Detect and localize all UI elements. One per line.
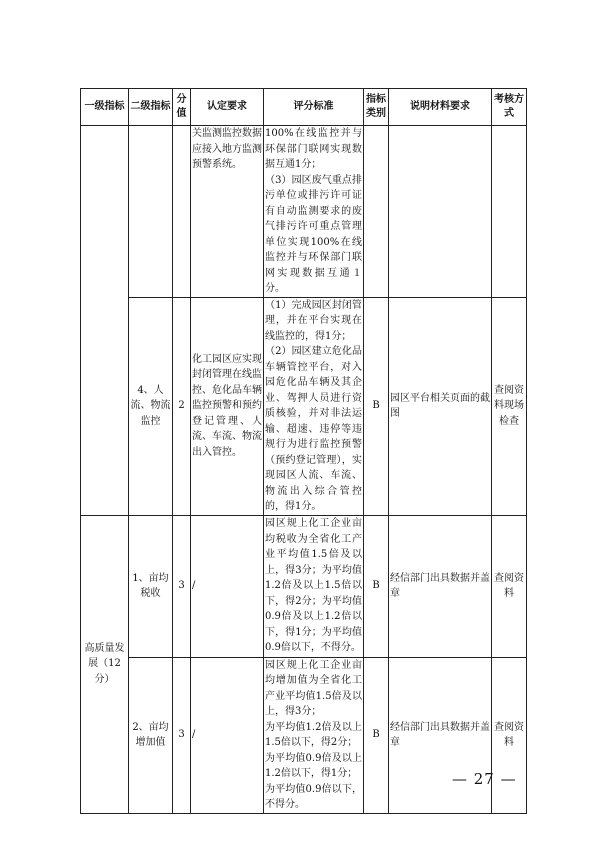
criteria-cell: 100%在线监控并与环保部门联网实现数据互通1分； （3）园区废气重点排污单位或排污许可证有自动监测要求的废气排污许可重点管理单位实现100%在线监控并与环保部门联网实现数据互通１分。 [264,126,364,298]
requirement-cell: / [191,657,264,813]
level2-cell: 2、亩均增加值 [129,657,173,813]
table-row [81,657,527,813]
requirement-cell: 化工园区应实现封闭管理在线监控、危化品车辆监控预警和预约登记管理、人流、车流、物流出入管控。 [191,297,264,515]
method-cell [492,126,527,298]
table-header-row [81,89,527,126]
level2-cell [129,126,173,298]
materials-cell [389,126,492,298]
header-level1: 一级指标 [81,89,129,126]
criteria-cell: （1）完成园区封闭管理，并在平台实现在线监控的，得1分； （2）园区建立危化品车辆管控平台，对入园危化品车辆及其企业、驾押人员进行资质核验，并对非法运输、超速、违停等违规行为进行监控预警（预约登记管理），实现园区人流、车流、物流出入综合管控的，得1分。 [264,297,364,515]
category-cell: B [364,515,389,657]
materials-cell: 经信部门出具数据并盖章 [389,515,492,657]
header-method: 考核方式 [492,89,527,126]
method-cell: 查阅资料现场检查 [492,297,527,515]
materials-cell: 园区平台相关页面的截图 [389,297,492,515]
method-cell: 查阅资料 [492,515,527,657]
level2-cell: 4、人流、物流监控 [129,297,173,515]
header-level2: 二级指标 [129,89,173,126]
requirement-cell: 关监测监控数据应接入地方监测预警系统。 [191,126,264,298]
score-cell [173,126,191,298]
score-cell: 3 [173,515,191,657]
category-cell [364,126,389,298]
method-cell: 查阅资料 [492,657,527,813]
criteria-cell: 园区规上化工企业亩均增加值为全省化工产业平均值1.5倍及以上，得3分； 为平均值1.2倍及以上1.5倍以下，得2分； 为平均值0.9倍及以上1.2倍以下，得1分； 为平均值0.9倍以下，不得分。 [264,657,364,813]
level2-cell: 1、亩均税收 [129,515,173,657]
materials-cell: 经信部门出具数据并盖章 [389,657,492,813]
header-criteria: 评分标准 [264,89,364,126]
header-score: 分值 [173,89,191,126]
level1-cell: 高质量发展（12分） [81,515,129,813]
category-cell: B [364,297,389,515]
criteria-cell: 园区规上化工企业亩均税收为全省化工产业平均值1.5倍及以上，得3分；为平均值1.2倍及以上1.5倍以下，得2分；为平均值0.9倍及以上1.2倍以下，得1分；为平均值0.9倍以下，不得分。 [264,515,364,657]
table-row [81,515,527,657]
level1-cell-empty [81,126,129,516]
category-cell: B [364,657,389,813]
header-requirement: 认定要求 [191,89,264,126]
page-number: — 27 — [452,770,517,788]
table-row [81,297,527,515]
header-category: 指标类别 [364,89,389,126]
score-cell: 2 [173,297,191,515]
score-cell: 3 [173,657,191,813]
table-row [81,126,527,298]
scoring-table [80,88,527,814]
header-materials: 说明材料要求 [389,89,492,126]
requirement-cell: / [191,515,264,657]
